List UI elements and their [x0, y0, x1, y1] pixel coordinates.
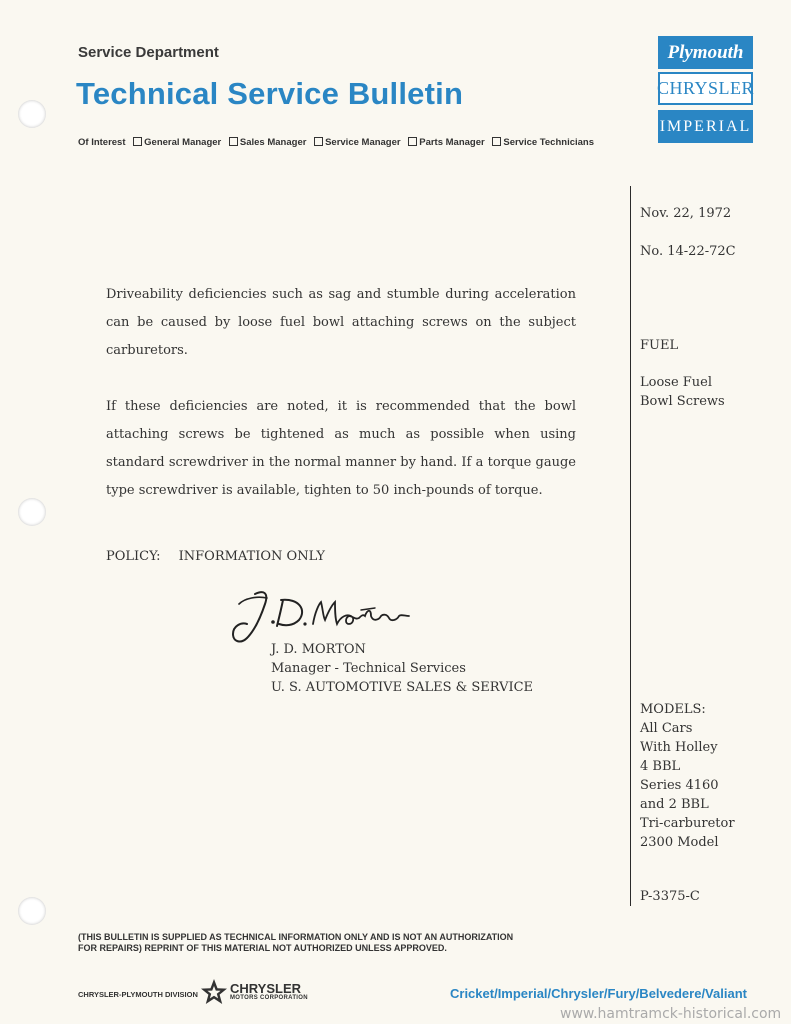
models-list: MODELS: All Cars With Holley 4 BBL Series 4160 and 2 BBL Tri-carburetor 2300 Model — [640, 702, 735, 850]
punch-hole-middle — [18, 498, 46, 526]
of-interest-row — [78, 137, 599, 148]
pentastar-icon — [200, 978, 228, 1006]
column-divider — [630, 186, 631, 906]
bulletin-category: FUEL — [640, 338, 679, 353]
bulletin-subject: Loose Fuel Bowl Screws — [640, 375, 725, 409]
department-label: Service Department — [78, 44, 219, 61]
paragraph-1: Driveability deficiencies such as sag and stumble during acceleration can be caused by loose fuel bowl attaching screws on the subject carburetors. — [106, 287, 576, 358]
signer-name: J. D. MORTON — [271, 642, 366, 657]
part-number: P-3375-C — [640, 889, 700, 904]
checkbox-icon — [314, 137, 323, 146]
watermark: www.hamtramck-historical.com — [560, 1006, 782, 1022]
bulletin-number: No. 14-22-72C — [640, 244, 736, 259]
policy-label: POLICY: — [106, 549, 161, 564]
recipient-service-manager[interactable]: Service Manager — [314, 137, 401, 148]
punch-hole-bottom — [18, 897, 46, 925]
chrysler-logo: CHRYSLER — [658, 72, 753, 105]
checkbox-icon — [229, 137, 238, 146]
recipient-parts-manager[interactable]: Parts Manager — [408, 137, 484, 148]
policy-line — [106, 549, 325, 564]
recipient-sales-manager[interactable]: Sales Manager — [229, 137, 307, 148]
chrysler-corporation-logo: CHRYSLER MOTORS CORPORATION — [230, 981, 308, 1001]
checkbox-icon — [133, 137, 142, 146]
signer-title: Manager - Technical Services — [271, 661, 466, 676]
division-label: CHRYSLER-PLYMOUTH DIVISION — [78, 990, 198, 999]
signer-org: U. S. AUTOMOTIVE SALES & SERVICE — [271, 680, 534, 695]
bulletin-title: Technical Service Bulletin — [76, 76, 464, 111]
recipient-service-technicians[interactable]: Service Technicians — [492, 137, 594, 148]
policy-value: INFORMATION ONLY — [178, 549, 325, 564]
plymouth-logo: Plymouth — [658, 36, 753, 69]
paragraph-2: If these deficiencies are noted, it is recommended that the bowl attaching screws be tightened as much as possible when using standard screwdriver in the normal manner by hand. If a torque gauge type screwdriver is available, tighten to 50 inch-pounds of torque. — [106, 399, 576, 498]
checkbox-icon — [408, 137, 417, 146]
footer-notice: (THIS BULLETIN IS SUPPLIED AS TECHNICAL INFORMATION ONLY AND IS NOT AN AUTHORIZATION FOR REPAIRS) REPRINT OF THIS MATERIAL NOT AUTHORIZED UNLESS APPROVED. — [78, 932, 514, 953]
recipient-general-manager[interactable]: General Manager — [133, 137, 221, 148]
signature-block — [271, 640, 533, 697]
models-line: Cricket/Imperial/Chrysler/Fury/Belvedere/Valiant — [450, 986, 747, 1001]
checkbox-icon — [492, 137, 501, 146]
signature-image — [225, 586, 415, 648]
imperial-logo: IMPERIAL — [658, 110, 753, 143]
of-interest-label: Of Interest — [78, 137, 126, 148]
bulletin-date: Nov. 22, 1972 — [640, 206, 732, 221]
punch-hole-top — [18, 100, 46, 128]
